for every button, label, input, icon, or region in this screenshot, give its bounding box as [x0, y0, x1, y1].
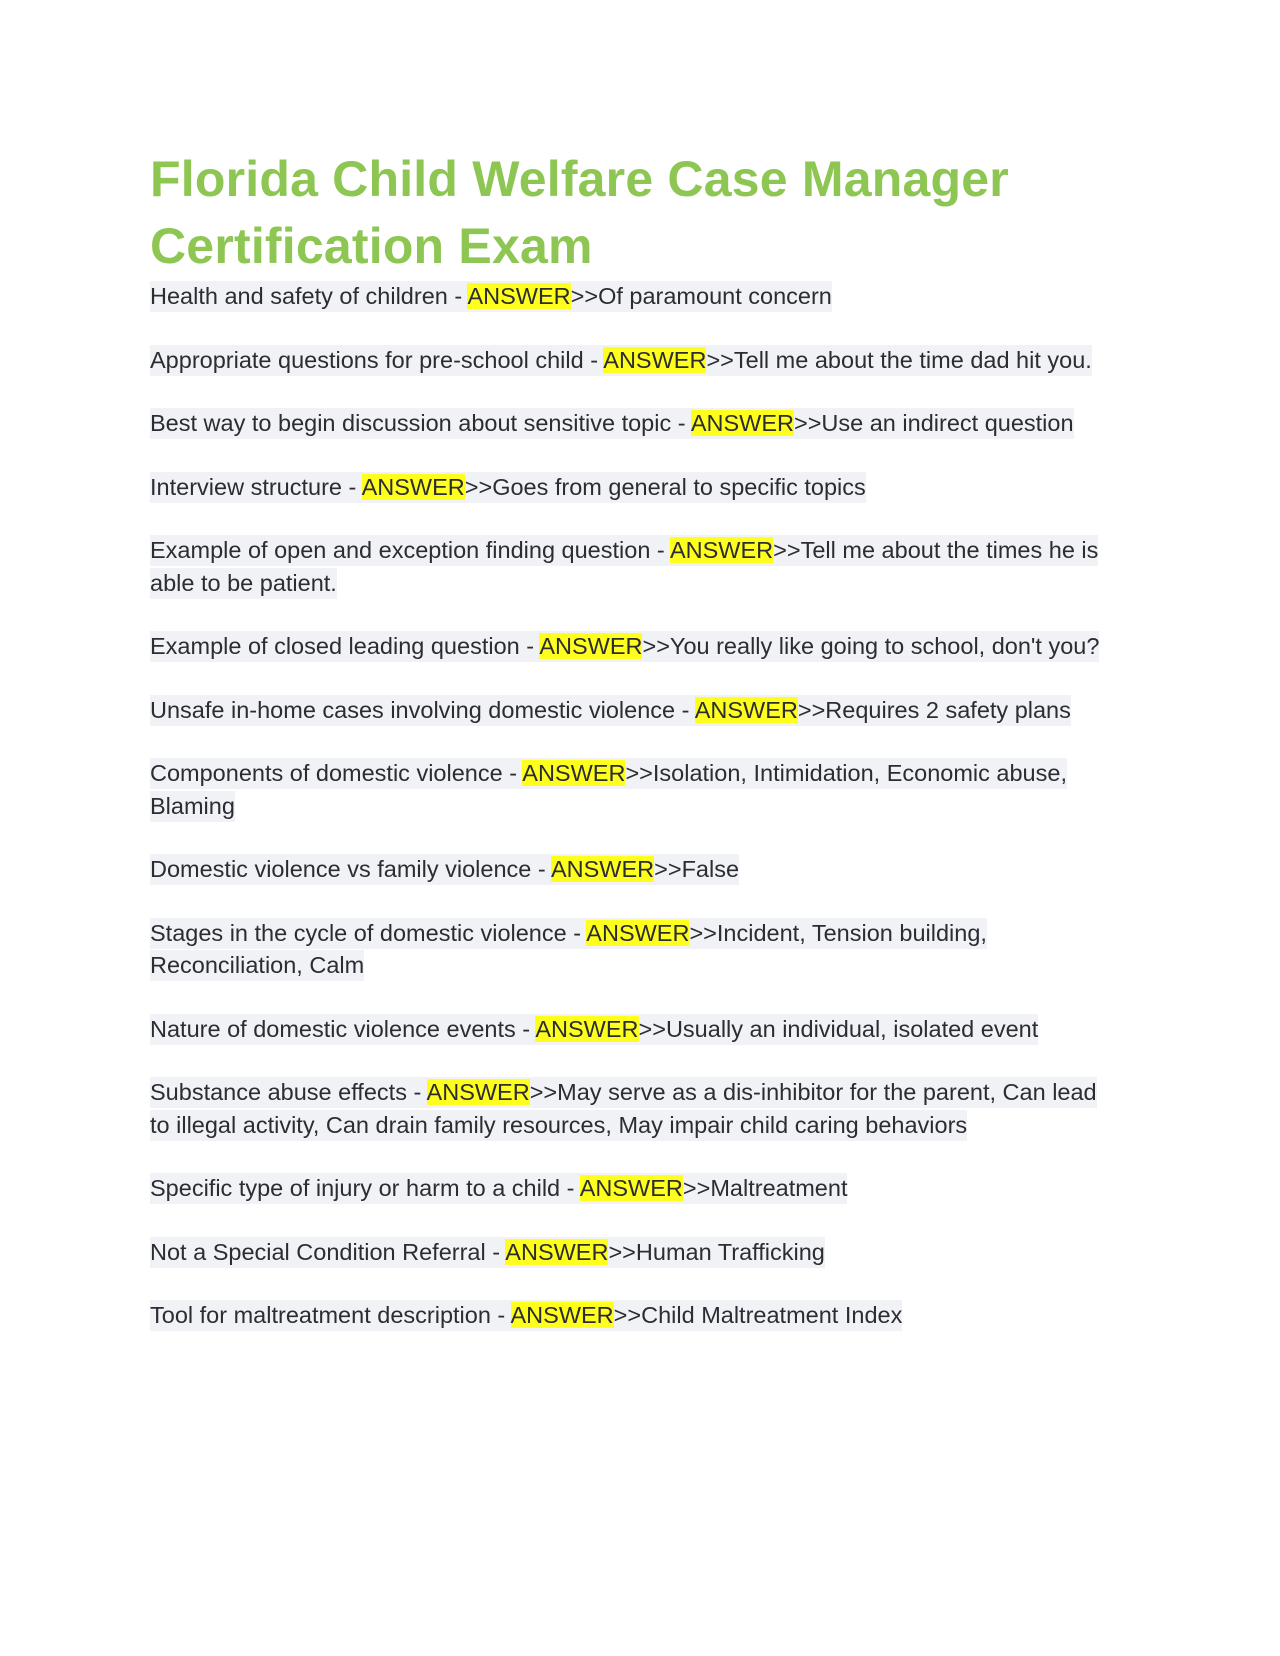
question-text: Example of closed leading question [150, 633, 520, 659]
question-text: Substance abuse effects [150, 1079, 407, 1105]
answer-text: Human Trafficking [635, 1238, 825, 1265]
answer-label-highlight: ANSWER [669, 537, 774, 563]
answer-arrow: >> [613, 1302, 642, 1328]
qa-line [150, 631, 1099, 662]
qa-line [150, 1300, 902, 1331]
answer-arrow: >> [706, 346, 734, 373]
qa-line [150, 535, 1098, 599]
answer-label-highlight: ANSWER [426, 1079, 530, 1105]
separator: - [515, 1015, 536, 1042]
answer-label-highlight: ANSWER [522, 760, 626, 786]
qa-item [150, 630, 1120, 663]
separator: - [583, 346, 604, 373]
answer-arrow: >> [773, 537, 801, 563]
answer-arrow: >> [689, 919, 717, 946]
answer-label-highlight: ANSWER [694, 696, 798, 723]
answer-arrow: >> [797, 696, 826, 723]
answer-text: Isolation, Intimidation, Economic abuse, Blaming [150, 760, 1067, 819]
qa-item [150, 1236, 1120, 1269]
qa-line [150, 758, 1067, 822]
qa-line [150, 1077, 1097, 1141]
question-text: Not a Special Condition Referral [150, 1238, 486, 1265]
qa-line [150, 918, 987, 982]
answer-label-highlight: ANSWER [539, 633, 643, 659]
answer-text: Usually an individual, isolated event [665, 1015, 1039, 1042]
qa-item [150, 694, 1120, 727]
answer-arrow: >> [638, 1015, 666, 1042]
separator: - [341, 473, 362, 500]
answer-arrow: >> [608, 1238, 636, 1265]
question-text: Stages in the cycle of domestic violence [150, 919, 567, 946]
answer-text: Goes from general to specific topics [492, 473, 866, 500]
answer-text: Use an indirect question [821, 410, 1074, 436]
qa-item [150, 1172, 1120, 1205]
qa-line [150, 345, 1092, 376]
answer-arrow: >> [570, 283, 599, 309]
qa-item [150, 344, 1120, 377]
answer-text: Of paramount concern [598, 283, 832, 309]
qa-item [150, 534, 1120, 599]
question-text: Best way to begin discussion about sensitive topic [150, 410, 672, 436]
separator: - [560, 1175, 580, 1201]
qa-item [150, 917, 1120, 982]
answer-label-highlight: ANSWER [505, 1238, 609, 1265]
answer-label-highlight: ANSWER [690, 410, 794, 436]
question-text: Health and safety of children [150, 283, 448, 309]
separator: - [566, 919, 587, 946]
qa-item [150, 471, 1120, 504]
answer-label-highlight: ANSWER [535, 1015, 639, 1042]
separator: - [502, 760, 523, 786]
qa-line [150, 281, 832, 312]
answer-arrow: >> [529, 1079, 558, 1105]
answer-arrow: >> [654, 856, 682, 882]
separator: - [406, 1079, 427, 1105]
answer-label-highlight: ANSWER [510, 1302, 614, 1328]
document-page [150, 146, 1120, 1363]
answer-label-highlight: ANSWER [550, 856, 655, 882]
separator: - [650, 537, 670, 563]
qa-item [150, 407, 1120, 440]
answer-text: May serve as a dis-inhibitor for the parent, Can lead to illegal activity, Can drain family resources, May impair child caring behaviors [150, 1079, 1097, 1138]
answer-label-highlight: ANSWER [586, 919, 690, 946]
answer-label-highlight: ANSWER [467, 283, 571, 309]
answer-text: Child Maltreatment Index [641, 1302, 903, 1328]
answer-label-highlight: ANSWER [603, 346, 707, 373]
answer-arrow: >> [793, 410, 822, 436]
qa-item [150, 757, 1120, 822]
separator: - [531, 856, 551, 882]
qa-item [150, 1076, 1120, 1141]
qa-item [150, 1299, 1120, 1332]
answer-text: Incident, Tension building, Reconciliation, Calm [150, 919, 987, 978]
qa-item [150, 280, 1120, 313]
page-title: Florida Child Welfare Case Manager Certification Exam [150, 151, 1009, 274]
answer-text: Tell me about the time dad hit you. [733, 346, 1092, 373]
answer-arrow: >> [682, 1175, 711, 1201]
qa-line [150, 1173, 847, 1204]
qa-line [150, 472, 866, 503]
qa-line [150, 695, 1071, 726]
answer-text: Maltreatment [710, 1175, 848, 1201]
answer-arrow: >> [642, 633, 670, 659]
question-text: Specific type of injury or harm to a child [150, 1175, 561, 1201]
answer-arrow: >> [464, 473, 493, 500]
question-text: Unsafe in-home cases involving domestic violence [150, 696, 676, 723]
question-text: Tool for maltreatment description [150, 1302, 491, 1328]
separator: - [490, 1302, 511, 1328]
question-text: Components of domestic violence [150, 760, 503, 786]
qa-line [150, 1237, 825, 1268]
separator: - [485, 1238, 506, 1265]
qa-line [150, 1014, 1038, 1045]
separator: - [671, 410, 691, 436]
question-text: Domestic violence vs family violence [150, 856, 532, 882]
answer-label-highlight: ANSWER [361, 473, 465, 500]
qa-line [150, 408, 1074, 439]
answer-text: False [681, 856, 740, 882]
separator: - [675, 696, 695, 723]
answer-text: Requires 2 safety plans [825, 696, 1071, 723]
qa-line [150, 854, 739, 885]
answer-text: Tell me about the times he is able to be patient. [150, 537, 1099, 596]
question-text: Appropriate questions for pre-school child [150, 346, 584, 373]
question-text: Interview structure [150, 473, 342, 500]
answer-arrow: >> [625, 760, 653, 786]
question-text: Nature of domestic violence events [150, 1015, 516, 1042]
qa-item [150, 853, 1120, 886]
question-text: Example of open and exception finding question [150, 537, 651, 563]
answer-label-highlight: ANSWER [579, 1175, 683, 1201]
answer-text: You really like going to school, don't you? [669, 633, 1100, 659]
separator: - [519, 633, 540, 659]
qa-list [150, 280, 1120, 1332]
qa-item [150, 1013, 1120, 1046]
separator: - [447, 283, 468, 309]
